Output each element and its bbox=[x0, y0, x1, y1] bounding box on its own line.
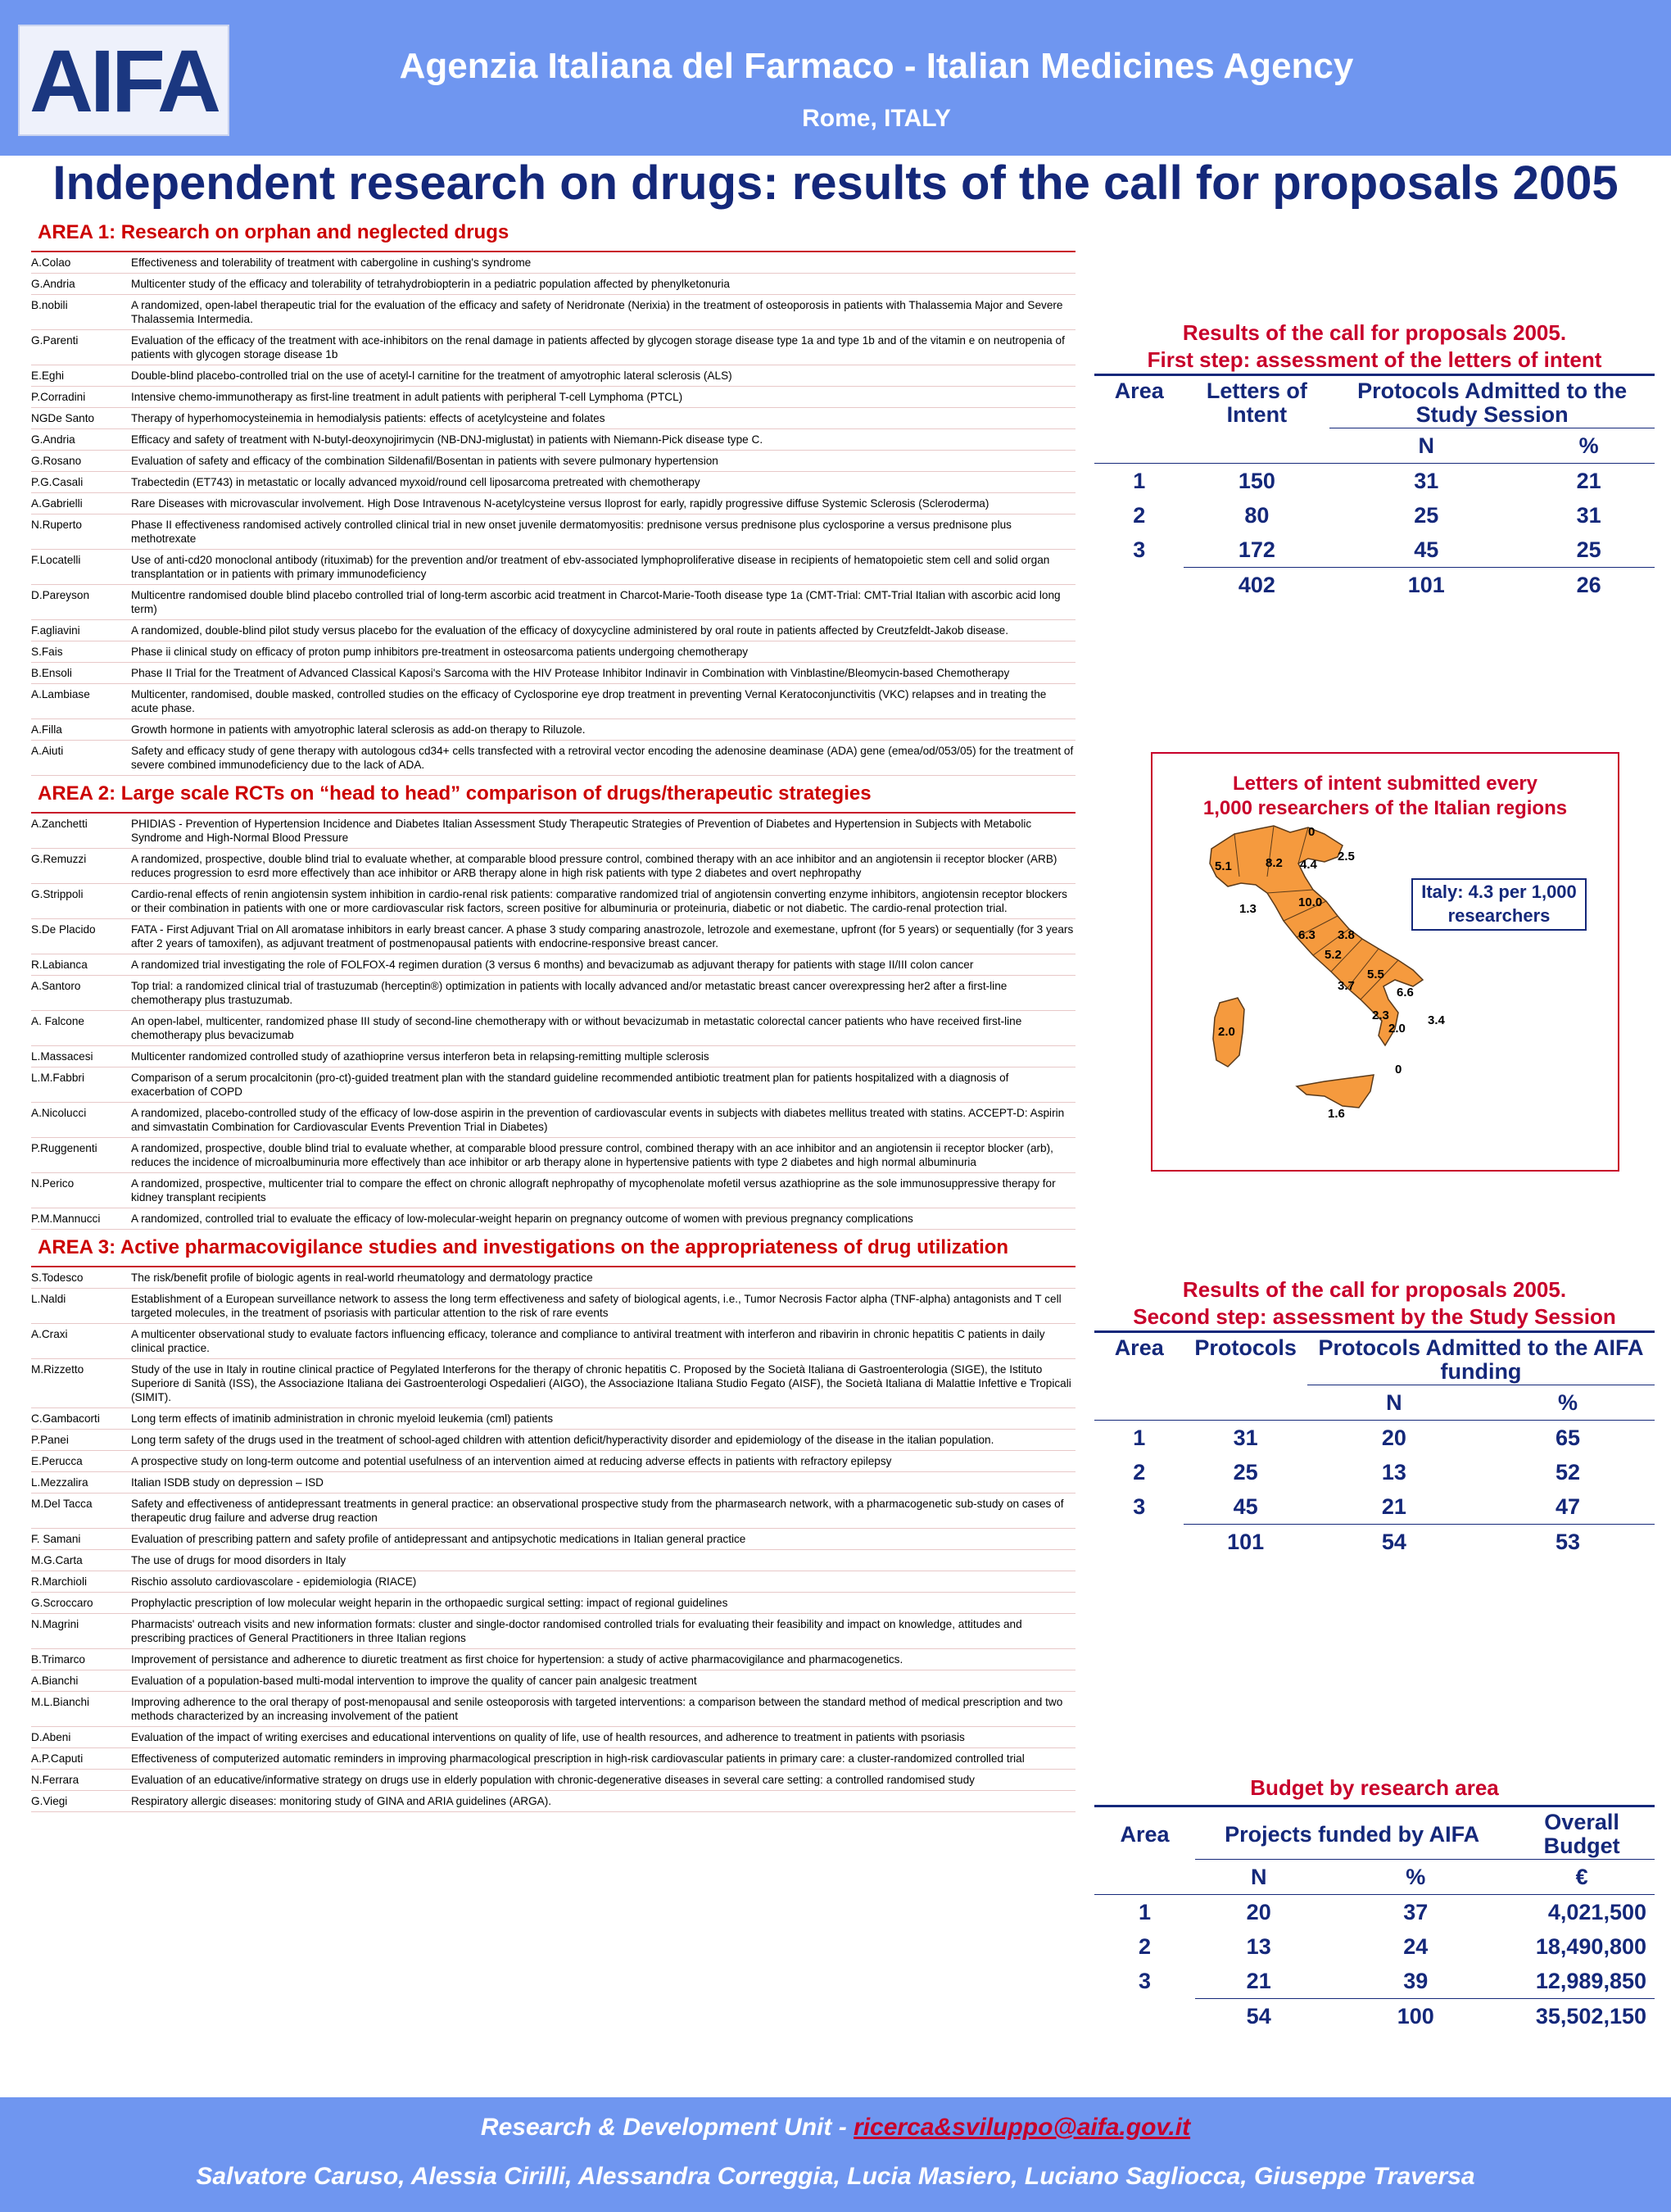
project-title: Intensive chemo-immunotherapy as first-line treatment in adult patients with peripheral T-cell Lymphoma (PTCL) bbox=[131, 391, 683, 403]
project-title: A randomized, prospective, multicenter trial to compare the effect on chronic allograft nephropathy of mycophenolate mofetil versus azathioprine as the sole immunosuppressive therapy for kidney transplant recipients bbox=[131, 1177, 1056, 1203]
table2-cell: 52 bbox=[1555, 1459, 1580, 1484]
footer-banner bbox=[0, 2097, 1671, 2212]
email-link[interactable]: ricerca&sviluppo@aifa.gov.it bbox=[854, 2114, 1191, 2141]
table2-cell: 65 bbox=[1555, 1425, 1580, 1450]
italy-map-panel bbox=[1151, 752, 1619, 1172]
project-investigator: M.Rizzetto bbox=[31, 1363, 84, 1376]
project-row bbox=[31, 1173, 1076, 1208]
table3-cell: 21 bbox=[1246, 1968, 1271, 1993]
project-investigator: F.Locatelli bbox=[31, 554, 81, 566]
table1-col-n: N bbox=[1329, 428, 1523, 464]
project-title: Use of anti-cd20 monoclonal antibody (rituximab) for the prevention and/or treatment of ebv-associated lymphoproliferative disease in recipients of hematopoietic stem cell and solid organ transplantation or in patients with primary immunodeficiency bbox=[131, 554, 1050, 580]
project-investigator: A.Aiuti bbox=[31, 745, 64, 757]
project-investigator: NGDe Santo bbox=[31, 412, 95, 424]
project-title: Trabectedin (ET743) in metastatic or locally advanced myxoid/round cell liposarcoma pretreated with chemotherapy bbox=[131, 476, 700, 488]
project-row bbox=[31, 1359, 1076, 1408]
project-investigator: A.Nicolucci bbox=[31, 1107, 87, 1119]
table2-total-cell bbox=[1094, 1525, 1184, 1560]
project-row bbox=[31, 1289, 1076, 1324]
italy-average-line1: Italy: 4.3 per 1,000 bbox=[1421, 882, 1577, 902]
table3-cell: 24 bbox=[1403, 1933, 1429, 1959]
project-investigator: L.Mezzalira bbox=[31, 1476, 88, 1489]
project-row bbox=[31, 884, 1076, 919]
project-row bbox=[31, 1408, 1076, 1430]
table1-cell: 2 bbox=[1133, 502, 1146, 528]
table1-cell: 25 bbox=[1414, 502, 1439, 528]
project-title: Multicenter study of the efficacy and tolerability of tetrahydrobiopterin in a pediatric population affected by phenylketonuria bbox=[131, 278, 730, 290]
project-investigator: N.Ferrara bbox=[31, 1774, 79, 1786]
project-investigator: B.nobili bbox=[31, 299, 68, 311]
project-investigator: N.Ruperto bbox=[31, 519, 82, 531]
project-title: Multicentre randomised double blind placebo controlled trial of long-term ascorbic acid treatment in Charcot-Marie-Tooth disease type 1a (CMT-Trial: CMT-Trial Italian with ascorbic acid long term) bbox=[131, 589, 1061, 615]
project-title: A randomized, prospective, double blind trial to evaluate whether, at comparable blood pressure control, combined therapy with an ace inhibitor and an angiotensin ii receptor blocker (arb), reduces the incidence of microalbuminuria more effectively than ace inhibitor or arb therapy alone in hypertensive patients with type 2 diabetes and high normal albuminuria bbox=[131, 1142, 1053, 1168]
project-investigator: S.De Placido bbox=[31, 923, 96, 936]
project-row bbox=[31, 1670, 1076, 1692]
project-investigator: P.M.Mannucci bbox=[31, 1213, 101, 1225]
project-row bbox=[31, 741, 1076, 776]
table1-cell: 31 bbox=[1414, 468, 1439, 493]
project-row bbox=[31, 295, 1076, 330]
map-region-label: 2.3 bbox=[1372, 1009, 1389, 1022]
unit-line bbox=[0, 2114, 1671, 2142]
project-investigator: B.Trimarco bbox=[31, 1653, 85, 1666]
project-title: A randomized, double-blind pilot study versus placebo for the evaluation of the efficacy of doxycycline administered by oral route in patients affected by Creutzfeldt-Jakob disease. bbox=[131, 624, 1008, 637]
project-investigator: C.Gambacorti bbox=[31, 1412, 100, 1425]
table3-cell: 37 bbox=[1403, 1899, 1429, 1924]
project-title: Long term safety of the drugs used in the treatment of school-aged children with attention deficit/hyperactivity disorder and epidemiology of the disease in the italian population. bbox=[131, 1434, 994, 1446]
project-row bbox=[31, 1067, 1076, 1103]
project-title: A randomized, placebo-controlled study of the efficacy of low-dose aspirin in the prevention of cardiovascular events in subjects with diabetes mellitus treated with statins. ACCEPT-D: Aspirin and simvastatin Combination for Cardiovascular Events Prevention Trial in Diabetes) bbox=[131, 1107, 1065, 1133]
project-investigator: L.Massacesi bbox=[31, 1050, 93, 1063]
table2-cell: 25 bbox=[1233, 1459, 1258, 1484]
map-region-label: 3.7 bbox=[1338, 979, 1355, 993]
map-title-line2: 1,000 researchers of the Italian regions bbox=[1202, 797, 1568, 819]
project-investigator: A.P.Caputi bbox=[31, 1752, 84, 1765]
project-title: Evaluation of an educative/informative strategy on drugs use in elderly population with chronic-degenerative diseases in several care setting: a controlled randomised study bbox=[131, 1774, 975, 1786]
project-investigator: A.Filla bbox=[31, 723, 62, 736]
project-title: Study of the use in Italy in routine clinical practice of Pegylated Interferons for the therapy of chronic hepatitis C. Proposed by the Società Italiana di Gastroenterologia (SIGE), the Istituto Superiore di Sanità (ISS), the Associazione Italiana dei Gastroenterologi Ospedalieri (AIGO), the Associazione Italiana Studio Fegato (AISF), the Società Italiana di Malattie Infettive e Tropicali (SIMIT). bbox=[131, 1363, 1071, 1403]
table2-title-line2: Second step: assessment by the Study Session bbox=[1133, 1304, 1616, 1329]
project-investigator: G.Scroccaro bbox=[31, 1597, 93, 1609]
table1-total-cell: 26 bbox=[1523, 568, 1655, 603]
table1-total-cell: 101 bbox=[1329, 568, 1523, 603]
project-investigator: P.Ruggenenti bbox=[31, 1142, 97, 1154]
project-title: Multicenter, randomised, double masked, controlled studies on the efficacy of Cyclosporine eye drop treatment in preventing Vernal Keratoconjunctivitis (VKC) relapses and in treating the acute phase. bbox=[131, 688, 1047, 714]
table3-col-projects: Projects funded by AIFA bbox=[1225, 1821, 1480, 1847]
area-heading: AREA 2: Large scale RCTs on “head to head” comparison of drugs/therapeutic strategies bbox=[31, 776, 1076, 814]
project-row bbox=[31, 1770, 1076, 1791]
table2-cell: 31 bbox=[1233, 1425, 1258, 1450]
project-row bbox=[31, 1791, 1076, 1812]
project-title: Double-blind placebo-controlled trial on the use of acetyl-l carnitine for the treatment of amyotrophic lateral sclerosis (ALS) bbox=[131, 369, 732, 382]
map-region-label: 3.8 bbox=[1338, 928, 1355, 942]
project-investigator: G.Strippoli bbox=[31, 888, 84, 900]
map-region-label: 1.3 bbox=[1239, 902, 1257, 916]
project-investigator: P.Panei bbox=[31, 1434, 69, 1446]
table1-cell: 172 bbox=[1238, 537, 1275, 562]
table1-cell: 3 bbox=[1133, 537, 1146, 562]
project-title: Rare Diseases with microvascular involvement. High Dose Intravenous N-acetylcysteine versus Iloprost for early, rapidly progressive diffuse Systemic Sclerosis (Scleroderma) bbox=[131, 497, 989, 510]
aifa-logo bbox=[18, 25, 229, 136]
project-investigator: L.M.Fabbri bbox=[31, 1072, 84, 1084]
project-investigator: G.Remuzzi bbox=[31, 853, 87, 865]
project-row bbox=[31, 1614, 1076, 1649]
authors: Salvatore Caruso, Alessia Cirilli, Alessandra Correggia, Lucia Masiero, Luciano Sagliocca, Giuseppe Traversa bbox=[196, 2163, 1475, 2190]
project-investigator: N.Magrini bbox=[31, 1618, 79, 1630]
project-investigator: G.Viegi bbox=[31, 1795, 68, 1807]
project-investigator: R.Marchioli bbox=[31, 1575, 87, 1588]
table2-total-cell: 101 bbox=[1184, 1525, 1306, 1560]
table1-cell: 31 bbox=[1576, 502, 1601, 528]
project-row bbox=[31, 1451, 1076, 1472]
unit-label: Research & Development Unit - bbox=[480, 2114, 854, 2141]
project-row bbox=[31, 1494, 1076, 1529]
table3-cell: 13 bbox=[1246, 1933, 1271, 1959]
project-title: Improving adherence to the oral therapy of post-menopausal and senile osteoporosis with targeted interventions: a comparison between the standard method of medical prescription and two methods characterized by an increasing involvement of the patient bbox=[131, 1696, 1063, 1722]
project-row bbox=[31, 1267, 1076, 1289]
table1-cell: 150 bbox=[1238, 468, 1275, 493]
table2-col-admitted: Protocols Admitted to the AIFA funding bbox=[1318, 1335, 1644, 1384]
project-title: Long term effects of imatinib administration in chronic myeloid leukemia (cml) patients bbox=[131, 1412, 554, 1425]
map-region-label: 3.4 bbox=[1428, 1013, 1445, 1027]
table2-cell: 20 bbox=[1381, 1425, 1406, 1450]
table3-cell: 3 bbox=[1139, 1968, 1152, 1993]
table2-cell: 45 bbox=[1233, 1494, 1258, 1519]
project-title: Evaluation of prescribing pattern and safety profile of antidepressant and antipsychotic medications in Italian general practice bbox=[131, 1533, 746, 1545]
project-row bbox=[31, 330, 1076, 365]
agency-city: Rome, ITALY bbox=[802, 105, 951, 132]
table3-col-budget: Overall Budget bbox=[1543, 1810, 1620, 1858]
project-row bbox=[31, 472, 1076, 493]
project-investigator: M.Del Tacca bbox=[31, 1498, 93, 1510]
area-heading: AREA 1: Research on orphan and neglected drugs bbox=[31, 215, 1076, 252]
table3-cell: 2 bbox=[1139, 1933, 1152, 1959]
table2-cell: 47 bbox=[1555, 1494, 1580, 1519]
project-investigator: A.Bianchi bbox=[31, 1675, 79, 1687]
project-row bbox=[31, 514, 1076, 550]
project-title: Safety and effectiveness of antidepressant treatments in general practice: an observational prospective study from the pharmasearch network, with a pharmacogenetic sub-study on cases of therapeutic drug failure and adverse drug reaction bbox=[131, 1498, 1064, 1524]
project-investigator: F.agliavini bbox=[31, 624, 80, 637]
project-title: Respiratory allergic diseases: monitoring study of GINA and ARIA guidelines (ARGA). bbox=[131, 1795, 552, 1807]
project-title: Cardio-renal effects of renin angiotensin system inhibition in cardio-renal risk patients: comparative randomized trial of angiotensin converting enzyme inhibitors, angiotensin receptor blockers or their combination in patients with one or more cardiovascular risk factors, screen positive for albuminuria or proteinuria, diabetic or not diabetic. The cardio-renal protection trial. bbox=[131, 888, 1067, 914]
table3-cell: 4,021,500 bbox=[1547, 1899, 1646, 1924]
project-row bbox=[31, 1550, 1076, 1571]
map-region-label: 2.0 bbox=[1388, 1022, 1406, 1036]
project-row bbox=[31, 365, 1076, 387]
project-row bbox=[31, 1324, 1076, 1359]
map-region-label: 4.4 bbox=[1300, 858, 1317, 872]
project-title: Top trial: a randomized clinical trial of trastuzumab (herceptin®) optimization in patients with locally advanced and/or metastatic breast cancer overexpressing her2 after a first-line chemotherapy plus trastuzumab. bbox=[131, 980, 1008, 1006]
project-investigator: M.L.Bianchi bbox=[31, 1696, 90, 1708]
table2-title-line1: Results of the call for proposals 2005. bbox=[1182, 1277, 1567, 1302]
map-region-label: 0 bbox=[1395, 1063, 1402, 1077]
project-investigator: E.Perucca bbox=[31, 1455, 83, 1467]
table1-cell: 80 bbox=[1244, 502, 1270, 528]
project-row bbox=[31, 849, 1076, 884]
project-row bbox=[31, 451, 1076, 472]
project-investigator: G.Rosano bbox=[31, 455, 82, 467]
project-row bbox=[31, 1649, 1076, 1670]
project-row bbox=[31, 1103, 1076, 1138]
project-investigator: B.Ensoli bbox=[31, 667, 72, 679]
map-region-label: 5.1 bbox=[1215, 859, 1232, 873]
table3-cell: 1 bbox=[1139, 1899, 1152, 1924]
project-row bbox=[31, 274, 1076, 295]
table1-cell: 21 bbox=[1576, 468, 1601, 493]
map-title-line1: Letters of intent submitted every bbox=[1232, 773, 1538, 795]
area-heading: AREA 3: Active pharmacovigilance studies and investigations on the appropriateness of drug utilization bbox=[31, 1230, 1076, 1267]
project-row bbox=[31, 1727, 1076, 1748]
table1-cell: 1 bbox=[1133, 468, 1146, 493]
project-title: PHIDIAS - Prevention of Hypertension Incidence and Diabetes Italian Assessment Study Therapeutic Strategies of Prevention of Diabetes and Hypertension in Subjects with Metabolic Syndrome and High-Normal Blood Pressure bbox=[131, 818, 1032, 844]
project-row bbox=[31, 641, 1076, 663]
table1-col-admitted: Protocols Admitted to the Study Session bbox=[1357, 378, 1628, 427]
project-title: A prospective study on long-term outcome and potential usefulness of an intervention aimed at reducing adverse effects in patients with refractory epilepsy bbox=[131, 1455, 892, 1467]
map-region-label: 1.6 bbox=[1328, 1107, 1345, 1121]
table3-cell: 12,989,850 bbox=[1535, 1968, 1646, 1993]
project-row bbox=[31, 585, 1076, 620]
italy-map bbox=[1152, 754, 1618, 1170]
table2-col-n: N bbox=[1307, 1385, 1481, 1421]
header-banner bbox=[0, 0, 1671, 156]
project-title: Efficacy and safety of treatment with N-butyl-deoxynojirimycin (NB-DNJ-miglustat) in patients with Niemann-Pick disease type C. bbox=[131, 433, 763, 446]
poster-title: Independent research on drugs: results of the call for proposals 2005 bbox=[52, 156, 1619, 210]
project-investigator: D.Pareyson bbox=[31, 589, 90, 601]
project-title: A randomized, controlled trial to evaluate the efficacy of low-molecular-weight heparin on pregnancy outcome of women with previous pregnancy complications bbox=[131, 1213, 913, 1225]
agency-name: Agenzia Italiana del Farmaco - Italian Medicines Agency bbox=[399, 46, 1354, 86]
table2-col-pct: % bbox=[1481, 1385, 1655, 1421]
table1-title-line2: First step: assessment of the letters of intent bbox=[1147, 347, 1602, 372]
table2-cell: 1 bbox=[1133, 1425, 1146, 1450]
map-region-label: 5.5 bbox=[1367, 968, 1384, 981]
table2-cell: 21 bbox=[1381, 1494, 1406, 1519]
project-investigator: P.Corradini bbox=[31, 391, 86, 403]
table3-cell: 39 bbox=[1403, 1968, 1429, 1993]
table2-col-protocols: Protocols bbox=[1194, 1335, 1297, 1360]
project-title: A multicenter observational study to evaluate factors influencing efficacy, tolerance and compliance to antiviral treatment with interferon and ribavirin in chronic hepatitis C patients in daily clinical practice. bbox=[131, 1328, 1045, 1354]
project-title: Evaluation of the efficacy of the treatment with ace-inhibitors on the renal damage in patients affected by glycogen storage disease type 1a and type 1b and of the vitamin e on neutropenia of patients with glycogen storage disease 1b bbox=[131, 334, 1065, 360]
project-title: Multicenter randomized controlled study of azathioprine versus interferon beta in relapsing-remitting multiple sclerosis bbox=[131, 1050, 709, 1063]
project-title: An open-label, multicenter, randomized phase III study of second-line chemotherapy with or without bevacizumab in metastatic colorectal cancer patients who have received first-line chemotherapy plus bevacizumab bbox=[131, 1015, 1022, 1041]
project-investigator: M.G.Carta bbox=[31, 1554, 83, 1566]
project-row bbox=[31, 1748, 1076, 1770]
project-title: Phase II Trial for the Treatment of Advanced Classical Kaposi's Sarcoma with the HIV Protease Inhibitor Indinavir in Combination with Vinblastine/Bleomycin-based Chemotherapy bbox=[131, 667, 1010, 679]
project-title: A randomized, open-label therapeutic trial for the evaluation of the efficacy and safety of Neridronate (Nerixia) in the treatment of osteoporosis in patients with Thalassemia Major and Severe Thalassemia Intermedia. bbox=[131, 299, 1063, 325]
table3-total-cell: 35,502,150 bbox=[1509, 1999, 1655, 2034]
project-row bbox=[31, 493, 1076, 514]
table3-cell: 18,490,800 bbox=[1535, 1933, 1646, 1959]
project-title: Evaluation of a population-based multi-modal intervention to improve the quality of cancer pain analgesic treatment bbox=[131, 1675, 697, 1687]
table1-col-area: Area bbox=[1114, 378, 1164, 403]
table3-total-cell: 100 bbox=[1322, 1999, 1509, 2034]
research-list bbox=[31, 215, 1076, 1812]
map-region-label: 8.2 bbox=[1266, 856, 1283, 870]
table3-cell: 20 bbox=[1246, 1899, 1271, 1924]
project-row bbox=[31, 719, 1076, 741]
project-title: Effectiveness and tolerability of treatment with cabergoline in cushing's syndrome bbox=[131, 256, 532, 269]
map-region-label: 6.3 bbox=[1298, 928, 1316, 942]
table1-cell: 25 bbox=[1576, 537, 1601, 562]
table2-total-cell: 54 bbox=[1307, 1525, 1481, 1560]
project-row bbox=[31, 919, 1076, 954]
logo-text: AIFA bbox=[29, 30, 218, 130]
project-investigator: S.Todesco bbox=[31, 1271, 84, 1284]
study-session-table bbox=[1094, 1276, 1655, 1559]
project-row bbox=[31, 408, 1076, 429]
budget-table bbox=[1094, 1775, 1655, 2033]
project-row bbox=[31, 1472, 1076, 1494]
project-title: A randomized trial investigating the role of FOLFOX-4 regimen duration (3 versus 6 months) and bevacizumab as adjuvant therapy for patients with stage II/III colon cancer bbox=[131, 959, 974, 971]
table1-total-cell bbox=[1094, 568, 1184, 603]
project-title: Improvement of persistance and adherence to diuretic treatment as first choice for hypertension: a study of active pharmacovigilance and pharmacogenetics. bbox=[131, 1653, 903, 1666]
project-title: Effectiveness of computerized automatic reminders in improving pharmacological prescription in high-risk cardiovascular patients in primary care: a cluster-randomized controlled trial bbox=[131, 1752, 1025, 1765]
project-row bbox=[31, 1208, 1076, 1230]
project-title: Rischio assoluto cardiovascolare - epidemiologia (RIACE) bbox=[131, 1575, 417, 1588]
project-investigator: G.Andria bbox=[31, 278, 75, 290]
table3-col-pct: % bbox=[1322, 1860, 1509, 1895]
project-investigator: G.Parenti bbox=[31, 334, 79, 347]
project-investigator: E.Eghi bbox=[31, 369, 65, 382]
project-row bbox=[31, 387, 1076, 408]
table1-col-letters: Letters of Intent bbox=[1206, 378, 1307, 427]
project-row bbox=[31, 1011, 1076, 1046]
italy-average-box bbox=[1411, 878, 1587, 931]
project-investigator: F. Samani bbox=[31, 1533, 81, 1545]
map-region-label: 10.0 bbox=[1298, 895, 1323, 909]
project-title: The use of drugs for mood disorders in Italy bbox=[131, 1554, 346, 1566]
sicily-shape bbox=[1297, 1075, 1374, 1108]
project-row bbox=[31, 252, 1076, 274]
table3-title: Budget by research area bbox=[1250, 1775, 1499, 1800]
project-title: Evaluation of the impact of writing exercises and educational interventions on quality of life, use of health resources, and adherence to treatment in patients with psoriasis bbox=[131, 1731, 965, 1743]
project-title: A randomized, prospective, double blind trial to evaluate whether, at comparable blood pressure control, combined therapy with an ace inhibitor and an angiotensin ii receptor blocker (ARB) reduces progression to esrd more effectively than ace inhibitor or ARB therapy alone in high risk patients with type 2 diabetes and overt nephropathy bbox=[131, 853, 1057, 879]
table3-col-area: Area bbox=[1120, 1821, 1170, 1847]
table1-title-line1: Results of the call for proposals 2005. bbox=[1182, 320, 1567, 345]
project-row bbox=[31, 663, 1076, 684]
project-investigator: A.Lambiase bbox=[31, 688, 90, 700]
project-row bbox=[31, 1593, 1076, 1614]
project-investigator: D.Abeni bbox=[31, 1731, 71, 1743]
table1-cell: 45 bbox=[1414, 537, 1439, 562]
project-investigator: P.G.Casali bbox=[31, 476, 84, 488]
project-row bbox=[31, 1529, 1076, 1550]
table1-col-pct: % bbox=[1523, 428, 1655, 464]
table3-total-cell bbox=[1094, 1999, 1195, 2034]
map-region-label: 5.2 bbox=[1325, 948, 1342, 962]
project-title: Pharmacists' outreach visits and new information formats: cluster and single-doctor randomised controlled trials for evaluating their feasibility and impact on knowledge, attitudes and prescribing practices of General Practitioners in three Italian regions bbox=[131, 1618, 1022, 1644]
project-investigator: A.Colao bbox=[31, 256, 71, 269]
project-title: Establishment of a European surveillance network to assess the long term effectiveness and safety of biological agents, i.e., Tumor Necrosis Factor alpha (TNF-alpha) antagonists and T cell targeted molecules, in the treatment of psoriasis with particular attention to the risk of rare events bbox=[131, 1293, 1062, 1319]
project-title: Safety and efficacy study of gene therapy with autologous cd34+ cells transfected with a retroviral vector encoding the adenosine deaminase (ADA) gene (emea/od/053/05) for the treatment of severe combined immunodeficiency due to the lack of ADA. bbox=[131, 745, 1074, 771]
project-title: Phase ii clinical study on efficacy of proton pump inhibitors pre-treatment in osteosarcoma patients undergoing chemotherapy bbox=[131, 646, 749, 658]
italy-average-line2: researchers bbox=[1447, 905, 1551, 926]
table3-col-eur: € bbox=[1509, 1860, 1655, 1895]
project-investigator: A.Santoro bbox=[31, 980, 81, 992]
project-row bbox=[31, 976, 1076, 1011]
project-title: Evaluation of safety and efficacy of the combination Sildenafil/Bosentan in patients with severe pulmonary hypertension bbox=[131, 455, 718, 467]
project-row bbox=[31, 1571, 1076, 1593]
project-title: Comparison of a serum procalcitonin (pro-ct)-guided treatment plan with the standard guideline recommended antibiotic treatment plan for patients hospitalized with a diagnosis of exacerbation of COPD bbox=[131, 1072, 1009, 1098]
project-row bbox=[31, 429, 1076, 451]
project-row bbox=[31, 814, 1076, 849]
map-region-label: 0 bbox=[1308, 825, 1316, 839]
project-investigator: R.Labianca bbox=[31, 959, 88, 971]
table2-cell: 3 bbox=[1133, 1494, 1146, 1519]
project-investigator: S.Fais bbox=[31, 646, 63, 658]
map-region-label: 6.6 bbox=[1397, 986, 1414, 999]
project-row bbox=[31, 1138, 1076, 1173]
project-title: Phase II effectiveness randomised actively controlled clinical trial in new onset juvenile dermatomyositis: prednisone versus prednisone plus cyclosporine a versus prednisone plus methotrexate bbox=[131, 519, 1012, 545]
project-investigator: A.Craxi bbox=[31, 1328, 68, 1340]
table2-cell: 13 bbox=[1381, 1459, 1406, 1484]
project-investigator: A. Falcone bbox=[31, 1015, 84, 1027]
project-investigator: A.Gabrielli bbox=[31, 497, 83, 510]
project-row bbox=[31, 620, 1076, 641]
project-investigator: A.Zanchetti bbox=[31, 818, 88, 830]
project-row bbox=[31, 1430, 1076, 1451]
table1-total-cell: 402 bbox=[1184, 568, 1329, 603]
map-region-label: 2.5 bbox=[1338, 850, 1355, 863]
table2-cell: 2 bbox=[1133, 1459, 1146, 1484]
table2-total-cell: 53 bbox=[1481, 1525, 1655, 1560]
project-row bbox=[31, 954, 1076, 976]
table2-col-area: Area bbox=[1114, 1335, 1164, 1360]
project-title: FATA - First Adjuvant Trial on All aromatase inhibitors in early breast cancer. A phase 3 study comparing anastrozole, letrozole and exemestane, upfront (for 5 years) or sequentially (for 3 years after 2 years of tamoxifen), as adjuvant treatment of postmenopausal patients with endocrine-responsive breast cancer. bbox=[131, 923, 1074, 950]
project-investigator: L.Naldi bbox=[31, 1293, 66, 1305]
project-row bbox=[31, 1046, 1076, 1067]
project-investigator: N.Perico bbox=[31, 1177, 75, 1190]
project-title: Therapy of hyperhomocysteinemia in hemodialysis patients: effects of acetylcysteine and folates bbox=[131, 412, 605, 424]
letters-of-intent-table bbox=[1094, 320, 1655, 602]
project-row bbox=[31, 684, 1076, 719]
project-investigator: G.Andria bbox=[31, 433, 75, 446]
project-title: Growth hormone in patients with amyotrophic lateral sclerosis as add-on therapy to Riluzole. bbox=[131, 723, 586, 736]
table3-col-n: N bbox=[1195, 1860, 1322, 1895]
table3-total-cell: 54 bbox=[1195, 1999, 1322, 2034]
project-row bbox=[31, 1692, 1076, 1727]
project-title: Italian ISDB study on depression – ISD bbox=[131, 1476, 324, 1489]
map-region-label: 2.0 bbox=[1218, 1025, 1235, 1039]
project-title: The risk/benefit profile of biologic agents in real-world rheumatology and dermatology practice bbox=[131, 1271, 593, 1284]
project-row bbox=[31, 550, 1076, 585]
project-title: Prophylactic prescription of low molecular weight heparin in the orthopaedic surgical setting: impact of regional guidelines bbox=[131, 1597, 728, 1609]
